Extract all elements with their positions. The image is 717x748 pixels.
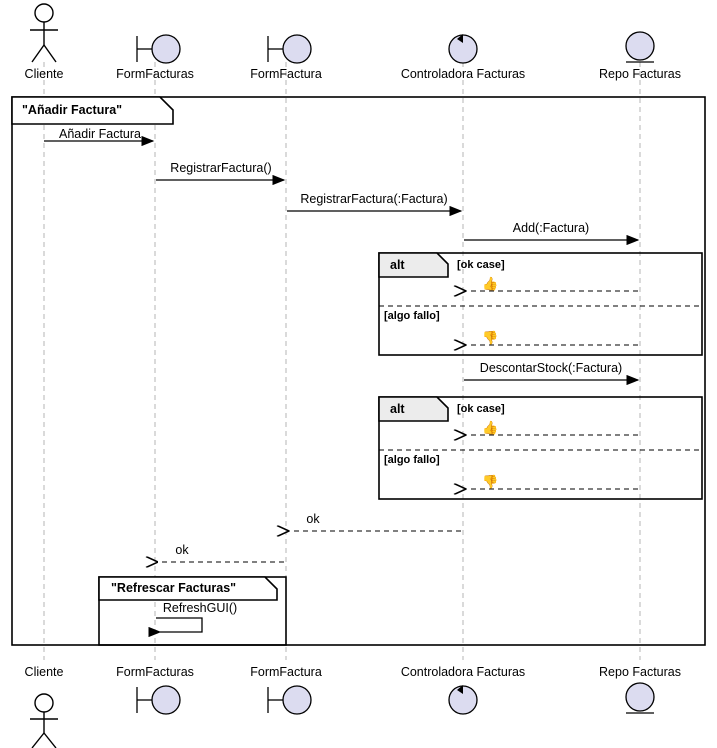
boundary-circle-icon-formfactura-bottom bbox=[268, 686, 311, 714]
actor-stick-figure-icon-top bbox=[30, 4, 58, 62]
lifeline-label-formfactura-top: FormFactura bbox=[250, 67, 322, 81]
message-label-m1: Añadir Factura bbox=[59, 127, 141, 141]
lifeline-label-cliente-top: Cliente bbox=[24, 67, 64, 81]
hand-fail-icon-1: 👎 bbox=[482, 330, 499, 345]
alt-2-guard-ok: [ok case] bbox=[457, 403, 505, 415]
frame-label-anadir-factura: "Añadir Factura" bbox=[22, 103, 123, 117]
frame-label-refrescar: "Refrescar Facturas" bbox=[111, 581, 237, 595]
boundary-circle-icon-formfacturas-bottom bbox=[137, 686, 180, 714]
boundary-circle-icon-formfactura-top bbox=[268, 35, 311, 63]
actor-stick-figure-icon-bottom bbox=[30, 694, 58, 748]
message-arrow-m12 bbox=[156, 618, 202, 632]
lifeline-label-formfactura-bottom: FormFactura bbox=[250, 665, 322, 679]
lifeline-label-controladora-top: Controladora Facturas bbox=[400, 67, 526, 81]
entity-circle-icon-bottom bbox=[626, 683, 654, 713]
alt-frame-2 bbox=[379, 397, 702, 499]
lifeline-label-cliente-bottom: Cliente bbox=[24, 665, 64, 679]
lifeline-label-repo-top: Repo Facturas bbox=[599, 67, 681, 81]
alt-1-guard-ok: [ok case] bbox=[457, 259, 505, 271]
message-label-m2: RegistrarFactura() bbox=[170, 161, 272, 175]
message-label-m7: DescontarStock(:Factura) bbox=[479, 361, 623, 375]
alt-frame-1 bbox=[379, 253, 702, 355]
alt-2-guard-fail: [algo fallo] bbox=[384, 454, 440, 466]
alt-label-2: alt bbox=[390, 402, 405, 416]
lifeline-label-formfacturas-top: FormFacturas bbox=[116, 67, 194, 81]
message-label-m10: ok bbox=[306, 512, 320, 526]
alt-label-1: alt bbox=[390, 258, 405, 272]
lifeline-label-controladora-bottom: Controladora Facturas bbox=[400, 665, 526, 679]
control-circle-icon-bottom bbox=[449, 685, 477, 714]
message-label-m4: Add(:Factura) bbox=[512, 221, 590, 235]
messages bbox=[44, 141, 638, 632]
message-label-m3: RegistrarFactura(:Factura) bbox=[300, 192, 448, 206]
message-label-m11: ok bbox=[175, 543, 189, 557]
lifeline-label-repo-bottom: Repo Facturas bbox=[599, 665, 681, 679]
lifeline-label-formfacturas-bottom: FormFacturas bbox=[116, 665, 194, 679]
boundary-circle-icon-formfacturas-top bbox=[137, 35, 180, 63]
hand-ok-icon-2: 👍 bbox=[482, 420, 499, 435]
hand-fail-icon-2: 👎 bbox=[482, 474, 499, 489]
hand-ok-icon-1: 👍 bbox=[482, 276, 499, 291]
entity-circle-icon-top bbox=[626, 32, 654, 62]
message-label-m12: RefreshGUI() bbox=[162, 601, 238, 615]
control-circle-icon-top bbox=[449, 34, 477, 63]
alt-1-guard-fail: [algo fallo] bbox=[384, 310, 440, 322]
